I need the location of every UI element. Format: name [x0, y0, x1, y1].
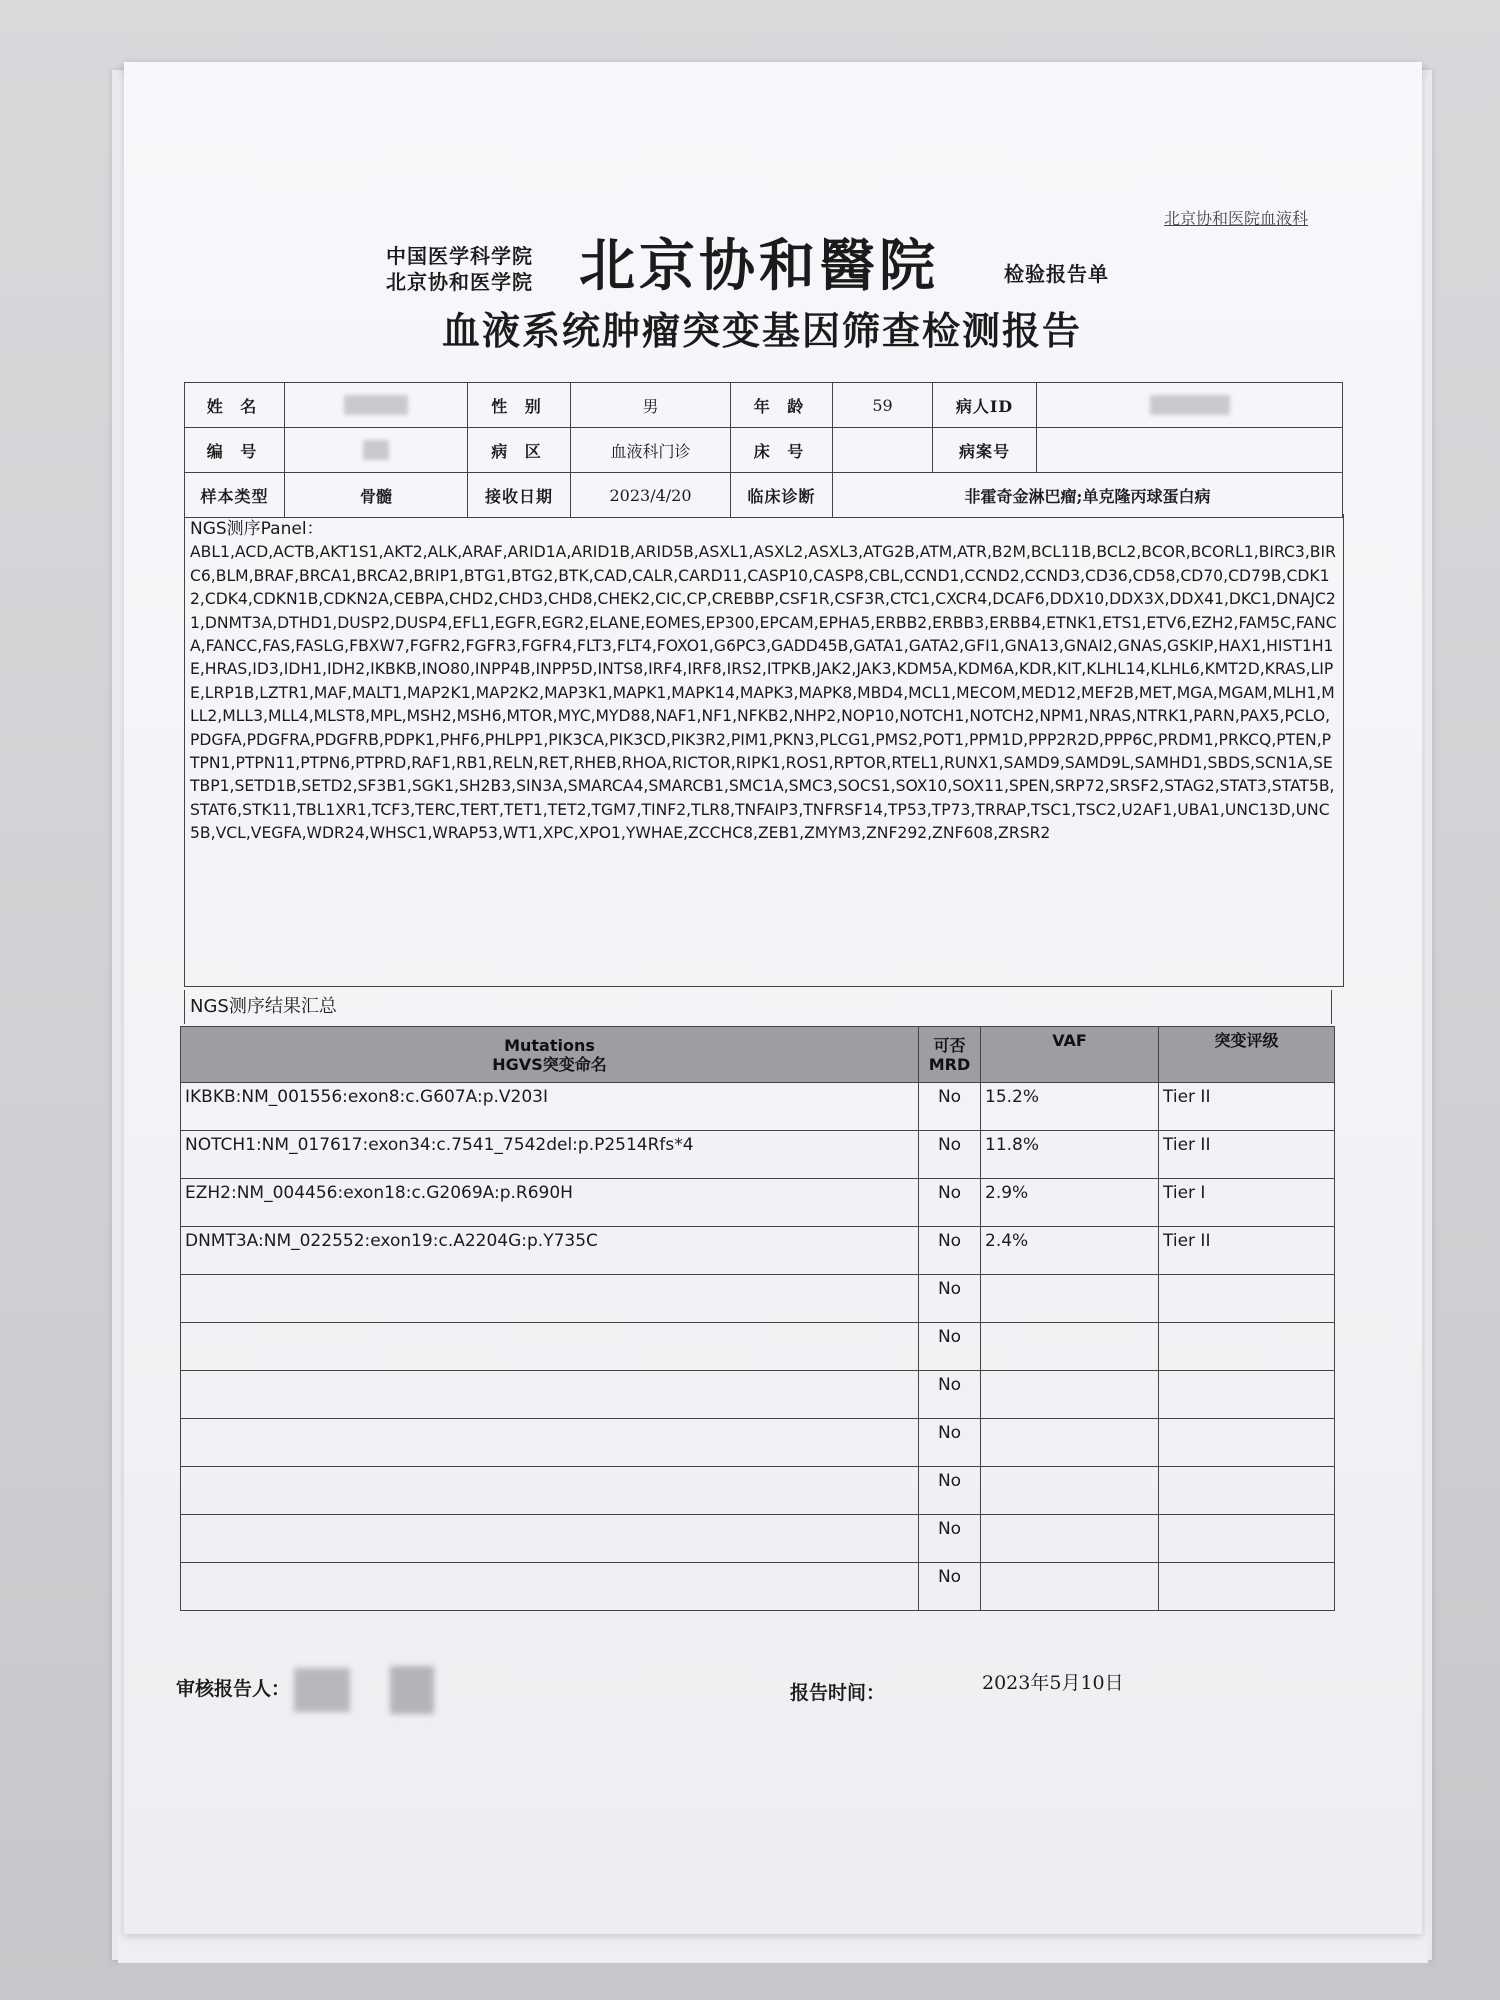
vaf-cell: 15.2% — [981, 1083, 1159, 1131]
vaf-cell — [981, 1371, 1159, 1419]
number-value — [285, 428, 468, 473]
mutation-cell: DNMT3A:NM_022552:exon19:c.A2204G:p.Y735C — [181, 1227, 919, 1275]
mutation-cell — [181, 1371, 919, 1419]
redacted-number — [363, 440, 389, 460]
vaf-cell: 11.8% — [981, 1131, 1159, 1179]
mutation-cell: NOTCH1:NM_017617:exon34:c.7541_7542del:p.P2514Rfs*4 — [181, 1131, 919, 1179]
age-value: 59 — [833, 383, 933, 428]
record-number-value — [1037, 428, 1343, 473]
mutation-table-header — [181, 1027, 1335, 1083]
mrd-cell: No — [919, 1419, 981, 1467]
mutation-cell: EZH2:NM_004456:exon18:c.G2069A:p.R690H — [181, 1179, 919, 1227]
col-mutations — [181, 1027, 919, 1083]
tier-cell — [1159, 1467, 1335, 1515]
sex-label: 性 别 — [468, 383, 571, 428]
report-time-label: 报告时间： — [790, 1682, 886, 1704]
info-row-1 — [185, 383, 1343, 428]
report-sheet — [124, 62, 1422, 1934]
institution-line-1: 中国医学科学院 — [386, 244, 533, 268]
diagnosis-value: 非霍奇金淋巴瘤;单克隆丙球蛋白病 — [833, 473, 1343, 518]
mrd-cell: No — [919, 1323, 981, 1371]
col-mrd — [919, 1027, 981, 1083]
department-tag: 北京协和医院血液科 — [1164, 209, 1309, 228]
reviewer-label: 审核报告人： — [176, 1678, 291, 1700]
mrd-cell: No — [919, 1515, 981, 1563]
table-row — [181, 1131, 1335, 1179]
mutation-cell — [181, 1419, 919, 1467]
mrd-cell: No — [919, 1131, 981, 1179]
vaf-cell — [981, 1419, 1159, 1467]
tier-cell — [1159, 1371, 1335, 1419]
hospital-name-logo: 北京协和醫院 — [579, 233, 939, 299]
mrd-cell: No — [919, 1563, 981, 1611]
mrd-cell: No — [919, 1179, 981, 1227]
vaf-cell — [981, 1275, 1159, 1323]
diagnosis-label: 临床诊断 — [731, 473, 833, 518]
received-date-label: 接收日期 — [468, 473, 571, 518]
sample-type-label: 样本类型 — [185, 473, 285, 518]
table-row — [181, 1179, 1335, 1227]
institution-line-2: 北京协和医学院 — [386, 270, 533, 294]
info-row-2 — [185, 428, 1343, 473]
mutation-cell — [181, 1515, 919, 1563]
age-label: 年 龄 — [731, 383, 833, 428]
ward-label: 病 区 — [468, 428, 571, 473]
panel-gene-list: ABL1,ACD,ACTB,AKT1S1,AKT2,ALK,ARAF,ARID1A,ARID1B,ARID5B,ASXL1,ASXL2,ASXL3,ATG2B,ATM,ATR,B2M,BCL11B,BCL2,BCOR,BCORL1,BIRC3,BIRC6,BLM,BRAF,BRCA1,BRCA2,BRIP1,BTG1,BTG2,BTK,CAD,CALR,CARD11,CASP10,CASP8,CBL,CCND1,CCND2,CCND3,CD36,CD58,CD70,CD79B,CDK12,CDK4,CDKN1B,CDKN2A,CEBPA,CHD2,CHD3,CHD8,CHEK2,CIC,CP,CREBBP,CSF1R,CSF3R,CTC1,CXCR4,DCAF6,DDX10,DDX3X,DDX41,DKC1,DNAJC21,DNMT3A,DTHD1,DUSP2,DUSP4,EFL1,EGFR,EGR2,ELANE,EOMES,EP300,EPCAM,EPHA5,ERBB2,ERBB3,ERBB4,ETNK1,ETS1,ETV6,EZH2,FAM5C,FANCA,FANCC,FAS,FASLG,FBXW7,FGFR2,FGFR3,FGFR4,FLT3,FLT4,FOXO1,G6PC3,GADD45B,GATA1,GATA2,GFI1,GNA13,GNAI2,GNAS,GSKIP,HAX1,HIST1H1E,HRAS,ID3,IDH1,IDH2,IKBKB,INO80,INPP4B,INPP5D,INTS8,IRF4,IRF8,IRS2,ITPKB,JAK2,JAK3,KDM5A,KDM6A,KDR,KIT,KLHL14,KLHL6,KMT2D,KRAS,LIPE,LRP1B,LZTR1,MAF,MALT1,MAP2K1,MAP2K2,MAP3K1,MAPK1,MAPK14,MAPK3,MAPK8,MBD4,MCL1,MECOM,MED12,MEF2B,MET,MGA,MGAM,MLH1,MLL2,MLL3,MLL4,MLST8,MPL,MSH2,MSH6,MTOR,MYC,MYD88,NAF1,NF1,NFKB2,NHP2,NOP10,NOTCH1,NOTCH2,NPM1,NRAS,NTRK1,PARN,PAX5,PCLO,PDGFA,PDGFRA,PDGFRB,PDPK1,PHF6,PHLPP1,PIK3CA,PIK3CD,PIK3R2,PIM1,PKN3,PLCG1,PMS2,POT1,PPM1D,PPP2R2D,PPP6C,PRDM1,PRKCQ,PTEN,PTPN1,PTPN11,PTPN6,PTPRD,RAF1,RB1,RELN,RET,RHEB,RHOA,RICTOR,RIPK1,ROS1,RPTOR,RTEL1,RUNX1,SAMD9,SAMD9L,SAMHD1,SBDS,SCN1A,SETBP1,SETD1B,SETD2,SF3B1,SGK1,SH2B3,SIN3A,SMARCA4,SMARCB1,SMC1A,SMC3,SOCS1,SOX10,SOX11,SPEN,SRP72,SRSF2,STAG2,STAT3,STAT5B,STAT6,STK11,TBL1XR1,TCF3,TERC,TERT,TET1,TET2,TGM7,TINF2,TLR8,TNFAIP3,TNFRSF14,TP53,TP73,TRRAP,TSC1,TSC2,U2AF1,UBA1,UNC13D,UNC5B,VCL,VEGFA,WDR24,WHSC1,WRAP53,WT1,XPC,XPO1,YWHAE,ZCCHC8,ZEB1,ZMYM3,ZNF292,ZNF608,ZRSR2 — [190, 543, 1337, 843]
patient-id-value — [1037, 383, 1343, 428]
mutation-cell — [181, 1323, 919, 1371]
col-mrd-line2: MRD — [928, 1054, 971, 1074]
vaf-cell: 2.9% — [981, 1179, 1159, 1227]
tier-cell — [1159, 1323, 1335, 1371]
mrd-cell: No — [919, 1467, 981, 1515]
table-row — [181, 1371, 1335, 1419]
tier-cell: Tier II — [1159, 1131, 1335, 1179]
patient-info-table — [184, 382, 1343, 518]
tier-cell — [1159, 1419, 1335, 1467]
tier-cell: Tier I — [1159, 1179, 1335, 1227]
table-row — [181, 1323, 1335, 1371]
mrd-cell: No — [919, 1275, 981, 1323]
bed-value — [833, 428, 933, 473]
tier-cell: Tier II — [1159, 1227, 1335, 1275]
col-mutations-line2: HGVS突变命名 — [492, 1054, 607, 1074]
redacted-signature-2 — [390, 1666, 434, 1714]
vaf-cell — [981, 1323, 1159, 1371]
mrd-cell: No — [919, 1371, 981, 1419]
name-label: 姓 名 — [185, 383, 285, 428]
bed-label: 床 号 — [731, 428, 833, 473]
col-mrd-line1: 可否 — [933, 1035, 966, 1055]
table-row — [181, 1083, 1335, 1131]
table-row — [181, 1275, 1335, 1323]
report-time-value: 2023年5月10日 — [982, 1672, 1124, 1694]
redacted-signature-1 — [294, 1668, 350, 1712]
vaf-cell: 2.4% — [981, 1227, 1159, 1275]
received-date-value: 2023/4/20 — [571, 473, 731, 518]
number-label: 编 号 — [185, 428, 285, 473]
sample-type-value: 骨髓 — [285, 473, 468, 518]
col-mutations-line1: Mutations — [504, 1035, 595, 1055]
table-row — [181, 1419, 1335, 1467]
tier-cell: Tier II — [1159, 1083, 1335, 1131]
mutation-cell — [181, 1563, 919, 1611]
vaf-cell — [981, 1563, 1159, 1611]
redacted-id — [1150, 395, 1230, 415]
panel-heading: NGS测序Panel： — [190, 519, 324, 539]
tier-cell — [1159, 1515, 1335, 1563]
report-title: 血液系统肿瘤突变基因筛查检测报告 — [442, 308, 1083, 353]
summary-heading: NGS测序结果汇总 — [184, 990, 1332, 1024]
col-tier: 突变评级 — [1159, 1027, 1335, 1083]
col-vaf: VAF — [981, 1027, 1159, 1083]
patient-id-label: 病人ID — [933, 383, 1037, 428]
report-type: 检验报告单 — [1004, 262, 1109, 286]
vaf-cell — [981, 1515, 1159, 1563]
table-row — [181, 1563, 1335, 1611]
tier-cell — [1159, 1563, 1335, 1611]
mutation-cell — [181, 1275, 919, 1323]
table-row — [181, 1227, 1335, 1275]
ward-value: 血液科门诊 — [571, 428, 731, 473]
mutation-cell: IKBKB:NM_001556:exon8:c.G607A:p.V203I — [181, 1083, 919, 1131]
vaf-cell — [981, 1467, 1159, 1515]
table-row — [181, 1467, 1335, 1515]
mutation-cell — [181, 1467, 919, 1515]
mrd-cell: No — [919, 1083, 981, 1131]
mutation-results-table — [180, 1026, 1335, 1611]
name-value — [285, 383, 468, 428]
mrd-cell: No — [919, 1227, 981, 1275]
table-row — [181, 1515, 1335, 1563]
record-number-label: 病案号 — [933, 428, 1037, 473]
info-row-3 — [185, 473, 1343, 518]
tier-cell — [1159, 1275, 1335, 1323]
ngs-panel-box — [184, 514, 1344, 987]
sex-value: 男 — [571, 383, 731, 428]
redacted-name — [344, 395, 408, 415]
